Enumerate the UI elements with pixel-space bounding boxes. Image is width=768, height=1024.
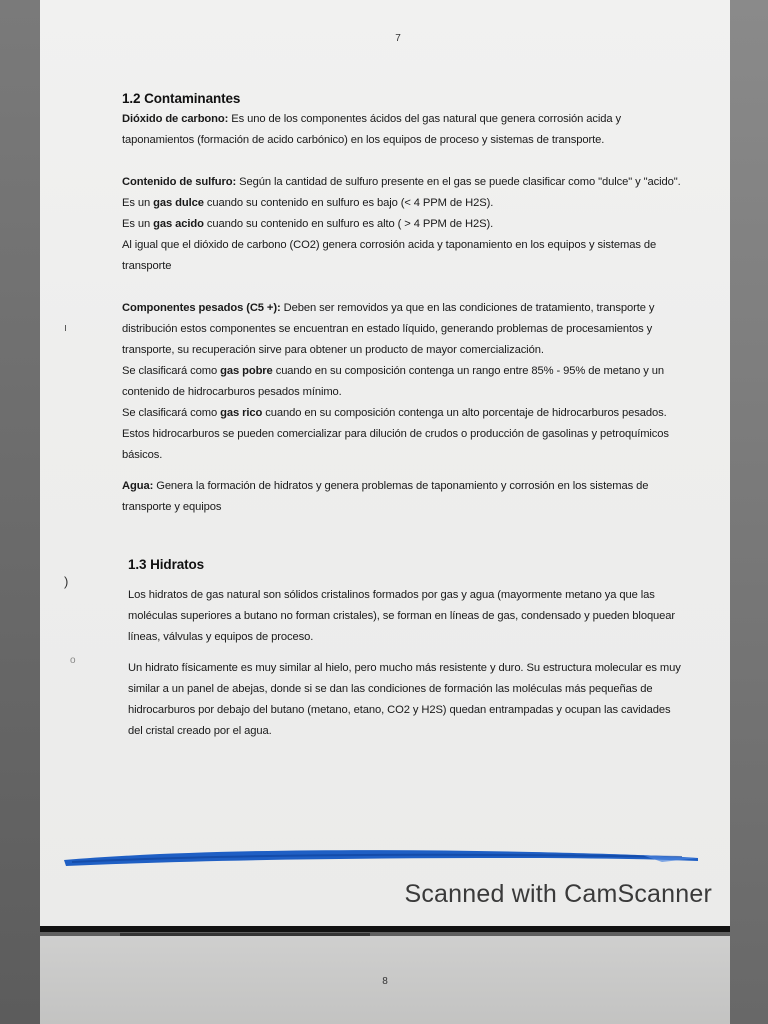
page-separator-shadow (120, 933, 370, 936)
term-heavy-components: Componentes pesados (C5 +): (122, 302, 281, 314)
scan-mark-3: o (70, 655, 76, 666)
scan-right-margin (730, 0, 768, 1024)
paragraph-sulfur (122, 172, 682, 193)
term-gas-dulce: gas dulce (153, 197, 204, 209)
line-gas-dulce-post: cuando su contenido en sulfuro es bajo (< 4 PPM de H2S). (203, 197, 494, 209)
text-co2: Es uno de los componentes ácidos del gas natural que genera corrosión acida y taponamientos (formación de acido carbónico) en los equipos de proceso y sistemas de transporte. (122, 113, 621, 146)
line-gas-pobre-pre: Se clasificará como (122, 365, 221, 377)
next-page-fragment (40, 936, 730, 1024)
line-gas-acido (122, 214, 682, 235)
page-number-bottom: 8 (382, 976, 388, 987)
page-content (122, 88, 682, 742)
page-separator-bar (40, 926, 730, 932)
line-gas-dulce-pre: Es un (122, 197, 154, 209)
term-gas-acido: gas acido (153, 218, 204, 230)
paragraph-heavy-components (122, 298, 682, 361)
term-co2: Dióxido de carbono: (122, 113, 229, 125)
term-gas-rico: gas rico (220, 407, 263, 419)
term-water: Agua: (122, 480, 154, 492)
paragraph-co2 (122, 109, 682, 151)
scan-mark-2: ) (64, 574, 69, 589)
line-gas-pobre-post: cuando en su composición contenga un rango entre 85% - 95% de metano y un contenido de hidrocarburos pesados mínimo. (122, 365, 664, 398)
paragraph-hidratos-2: Un hidrato físicamente es muy similar al hielo, pero mucho más resistente y duro. Su estructura molecular es muy similar a un panel de abejas, donde si se dan las condiciones de formación las moléculas más pequeñas de hidrocarburos por debajo del butano (metano, etano, CO2 y H2S) quedan entrampadas y ocupan las cavidades del cristal creado por el agua. (128, 662, 681, 737)
document-page (40, 0, 730, 928)
section-heading-contaminantes: 1.2 Contaminantes (122, 91, 241, 106)
text-sulfur: Según la cantidad de sulfuro presente en el gas se puede clasificar como "dulce" y "acido". (236, 176, 681, 188)
scan-mark-1: ı (64, 322, 68, 334)
scan-left-margin (0, 0, 40, 1024)
line-gas-rico-pre: Se clasificará como (122, 407, 221, 419)
line-gas-pobre (122, 361, 682, 403)
line-gas-rico-post: cuando en su composición contenga un alto porcentaje de hidrocarburos pesados. Estos hidrocarburos se pueden comercializar para dilución de crudos o producción de gasolinas y petroquímicos básicos. (122, 407, 669, 461)
term-sulfur: Contenido de sulfuro: (122, 176, 237, 188)
blue-marker-stroke (62, 846, 702, 868)
line-sulfur-co2-compare: Al igual que el dióxido de carbono (CO2) genera corrosión acida y taponamiento en los equipos y sistemas de transporte (122, 239, 657, 272)
section-heading-hidratos: 1.3 Hidratos (128, 557, 205, 572)
section-hidratos (128, 554, 682, 742)
text-water: Genera la formación de hidratos y genera problemas de taponamiento y corrosión en los sistemas de transporte y equipos (122, 480, 649, 513)
page-number-top: 7 (395, 33, 401, 44)
paragraph-hidratos-1: Los hidratos de gas natural son sólidos cristalinos formados por gas y agua (mayormente metano ya que las moléculas superiores a butano no forman cristales), se forman en líneas de gas, condensado y pueden bloquear líneas, válvulas y equipos de proceso. (128, 589, 676, 643)
paragraph-water (122, 476, 682, 518)
line-gas-dulce (122, 193, 682, 214)
line-gas-acido-post: cuando su contenido en sulfuro es alto ( > 4 PPM de H2S). (203, 218, 494, 230)
line-gas-rico (122, 403, 682, 466)
text-heavy-components: Deben ser removidos ya que en las condiciones de tratamiento, transporte y distribución estos componentes se encuentran en estado líquido, generando problemas de procesamientos y transporte, su recuperación sirve para obtener un producto de mayor comercialización. (122, 302, 655, 356)
line-gas-acido-pre: Es un (122, 218, 154, 230)
term-gas-pobre: gas pobre (220, 365, 273, 377)
camscanner-watermark: Scanned with CamScanner (404, 880, 712, 908)
